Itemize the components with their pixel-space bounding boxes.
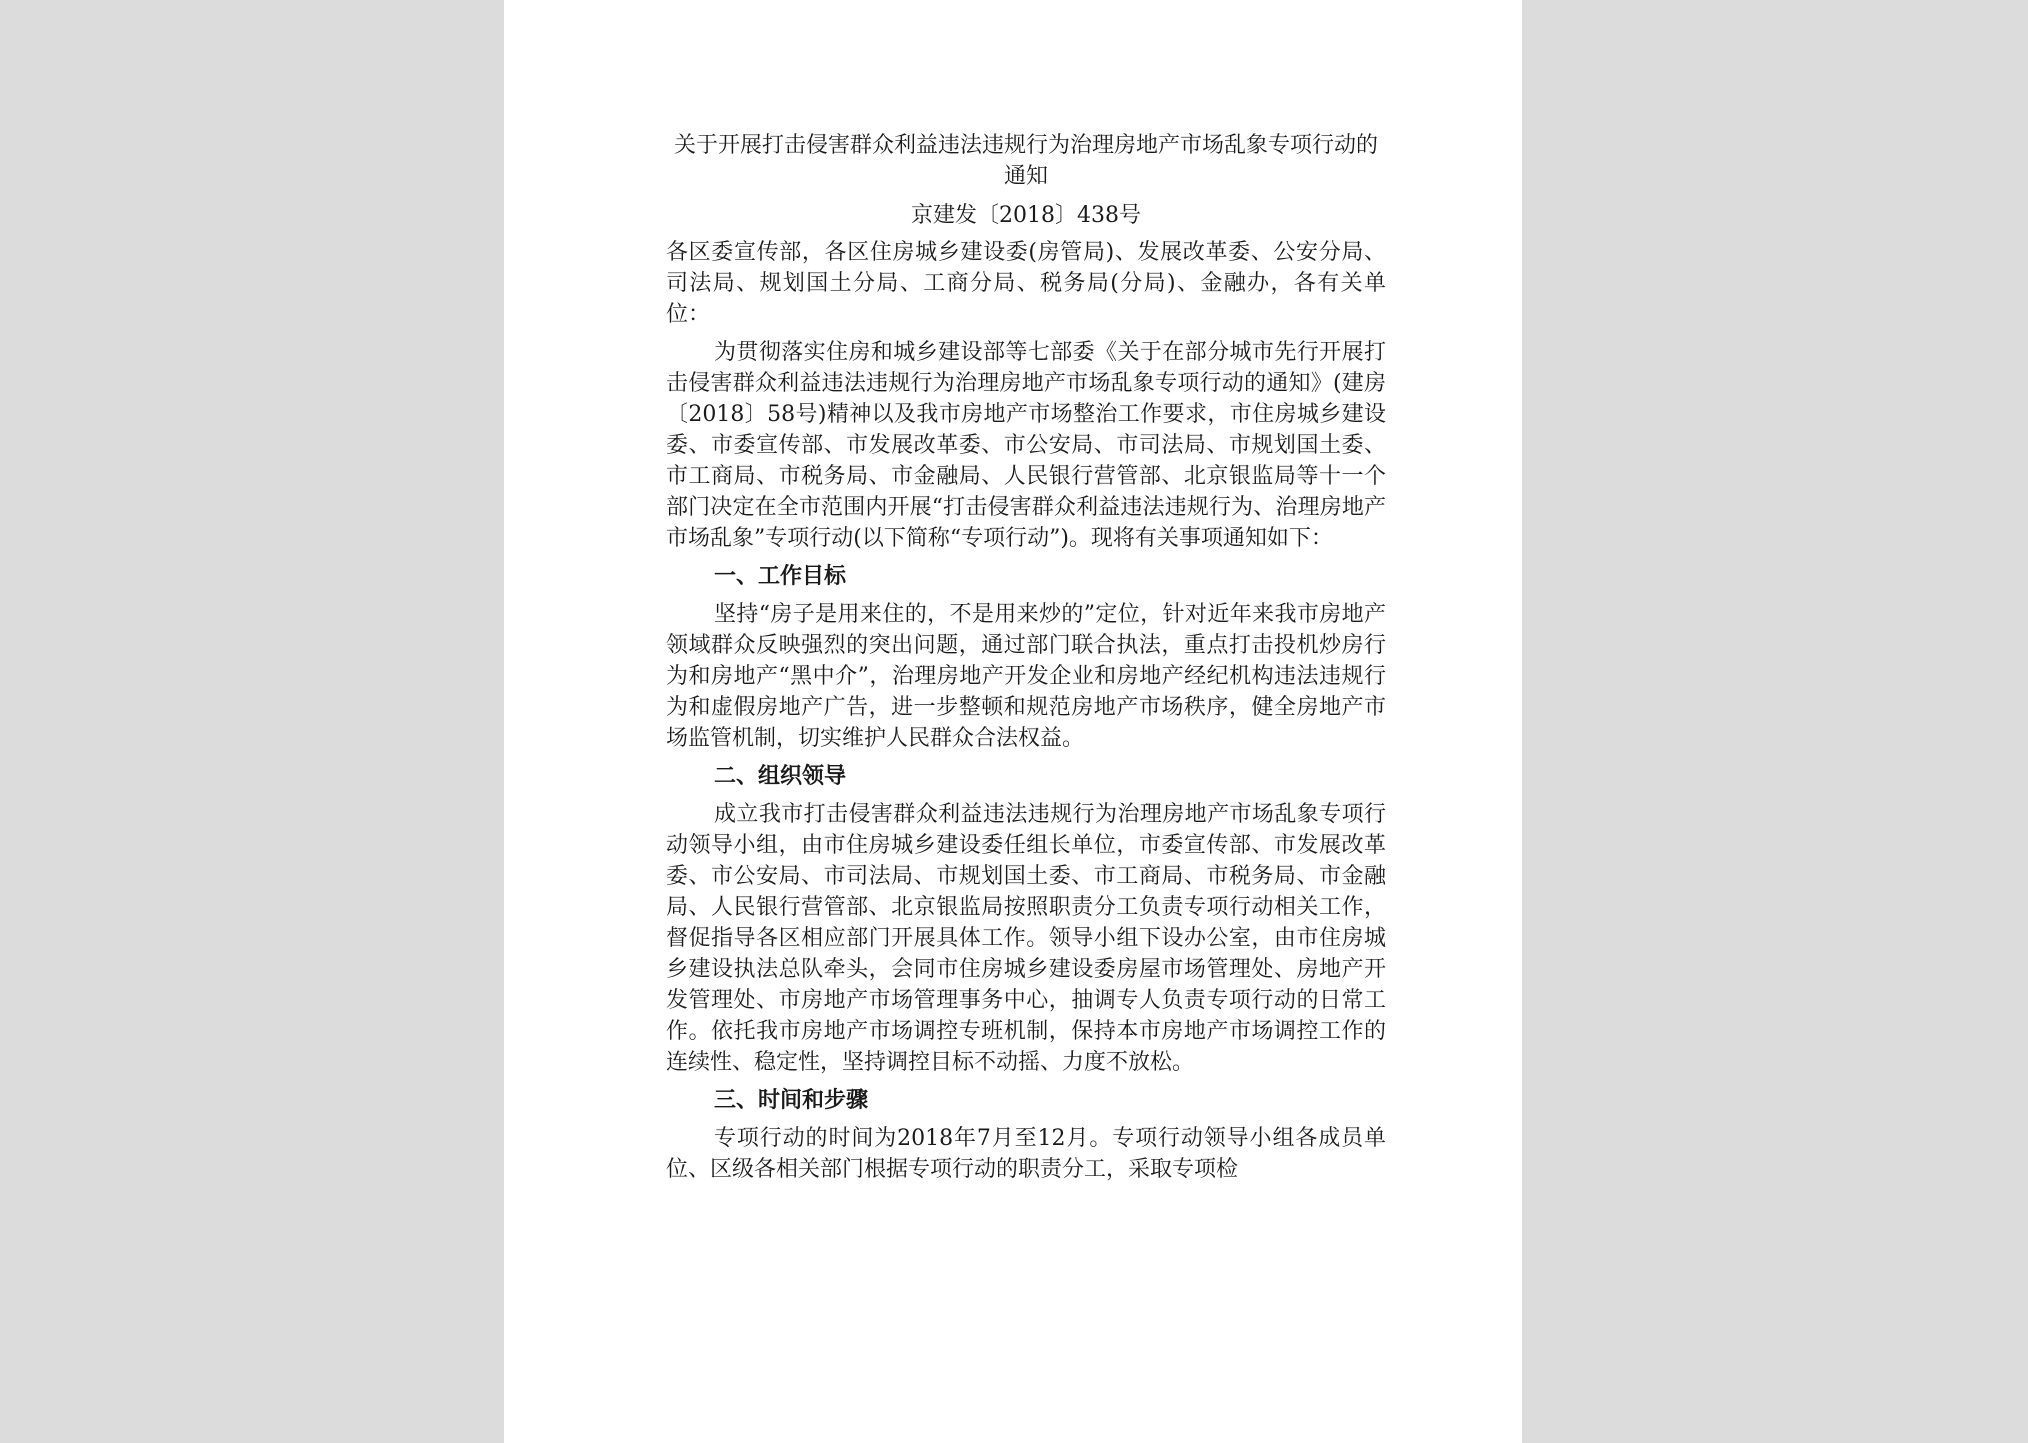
document-page (504, 0, 1522, 1443)
document-content (666, 130, 1386, 1185)
section-heading-leadership: 二、组织领导 (714, 764, 847, 789)
section-heading-goals: 一、工作目标 (714, 564, 847, 589)
addressees: 各区委宣传部，各区住房城乡建设委(房管局)、发展改革委、公安分局、司法局、规划国土分局、工商分局、税务局(分局)、金融办，各有关单位： (666, 240, 1386, 327)
section-body-goals: 坚持“房子是用来住的，不是用来炒的”定位，针对近年来我市房地产领域群众反映强烈的突出问题，通过部门联合执法，重点打击投机炒房行为和房地产“黑中介”，治理房地产开发企业和房地产经纪机构违法违规行为和虚假房地产广告，进一步整顿和规范房地产市场秩序，健全房地产市场监管机制，切实维护人民群众合法权益。 (666, 602, 1386, 751)
section-heading-schedule: 三、时间和步骤 (714, 1088, 869, 1113)
intro-paragraph: 为贯彻落实住房和城乡建设部等七部委《关于在部分城市先行开展打击侵害群众利益违法违规行为治理房地产市场乱象专项行动的通知》(建房〔2018〕58号)精神以及我市房地产市场整治工作要求，市住房城乡建设委、市委宣传部、市发展改革委、市公安局、市司法局、市规划国土委、市工商局、市税务局、市金融局、人民银行营管部、北京银监局等十一个部门决定在全市范围内开展“打击侵害群众利益违法违规行为、治理房地产市场乱象”专项行动(以下简称“专项行动”)。现将有关事项通知如下： (666, 340, 1386, 551)
document-title: 关于开展打击侵害群众利益违法违规行为治理房地产市场乱象专项行动的通知 (673, 133, 1378, 189)
document-number: 京建发〔2018〕438号 (911, 203, 1141, 228)
section-body-leadership: 成立我市打击侵害群众利益违法违规行为治理房地产市场乱象专项行动领导小组，由市住房城乡建设委任组长单位，市委宣传部、市发展改革委、市公安局、市司法局、市规划国土委、市工商局、市税务局、市金融局、人民银行营管部、北京银监局按照职责分工负责专项行动相关工作，督促指导各区相应部门开展具体工作。领导小组下设办公室，由市住房城乡建设执法总队牵头，会同市住房城乡建设委房屋市场管理处、房地产开发管理处、市房地产市场管理事务中心，抽调专人负责专项行动的日常工作。依托我市房地产市场调控专班机制，保持本市房地产市场调控工作的连续性、稳定性，坚持调控目标不动摇、力度不放松。 (666, 802, 1386, 1075)
section-body-schedule: 专项行动的时间为2018年7月至12月。专项行动领导小组各成员单位、区级各相关部门根据专项行动的职责分工，采取专项检 (666, 1126, 1386, 1182)
